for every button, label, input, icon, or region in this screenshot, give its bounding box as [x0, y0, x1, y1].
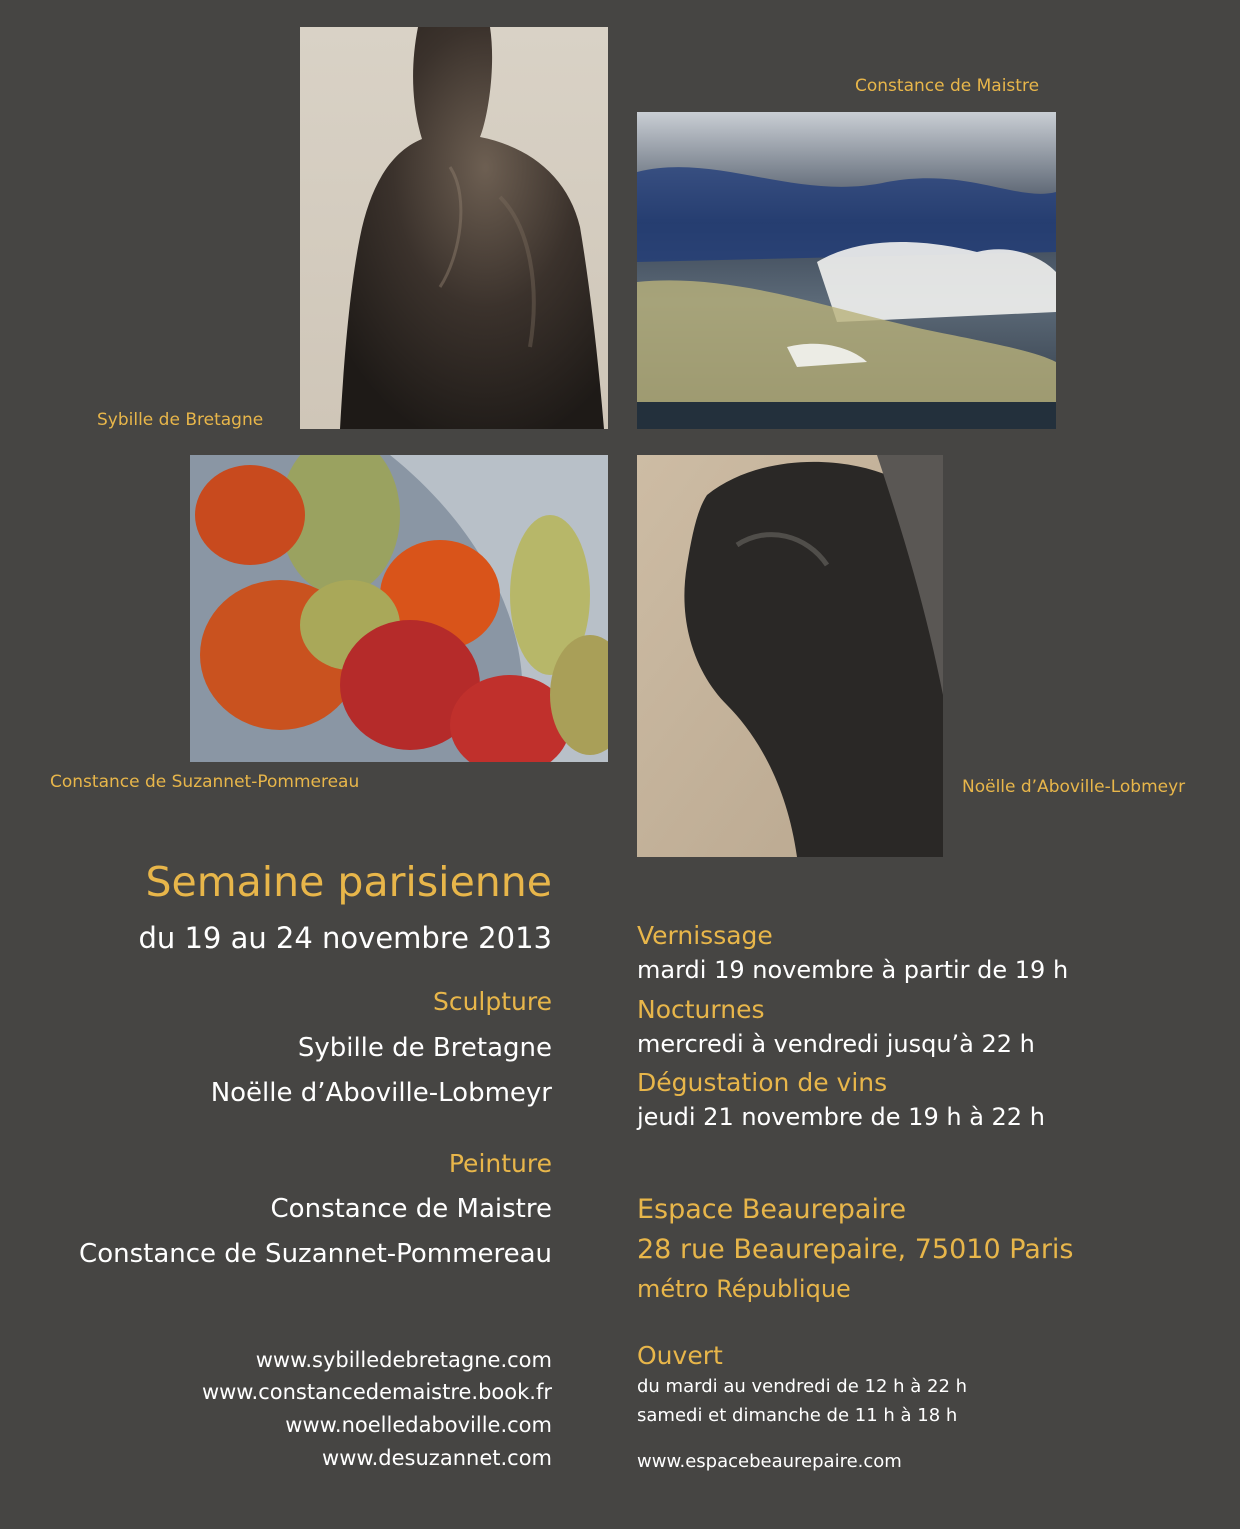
website-link-4[interactable]: www.desuzannet.com — [322, 1446, 552, 1470]
website-link-3[interactable]: www.noelledaboville.com — [285, 1413, 552, 1437]
caption-artwork-4: Noëlle d’Aboville-Lobmeyr — [962, 777, 1186, 797]
degustation-label: Dégustation de vins — [637, 1068, 888, 1097]
nocturnes-value: mercredi à vendredi jusqu’à 22 h — [637, 1030, 1035, 1058]
sculpture-artist-2: Noëlle d’Aboville-Lobmeyr — [210, 1078, 552, 1108]
artwork-fruit-still-life — [190, 455, 608, 762]
nocturnes-label: Nocturnes — [637, 995, 765, 1024]
peinture-artist-2: Constance de Suzannet-Pommereau — [79, 1239, 552, 1269]
peinture-label: Peinture — [448, 1149, 552, 1178]
opening-weekdays: du mardi au vendredi de 12 h à 22 h — [637, 1376, 968, 1397]
caption-artwork-1: Sybille de Bretagne — [97, 410, 264, 430]
event-title: Semaine parisienne — [145, 858, 552, 906]
degustation-value: jeudi 21 novembre de 19 h à 22 h — [637, 1103, 1045, 1131]
website-link-1[interactable]: www.sybilledebretagne.com — [255, 1348, 552, 1372]
opening-weekend: samedi et dimanche de 11 h à 18 h — [637, 1405, 958, 1426]
peinture-artist-1: Constance de Maistre — [270, 1194, 552, 1224]
opening-label: Ouvert — [637, 1341, 723, 1370]
venue-website-link[interactable]: www.espacebeaurepaire.com — [637, 1451, 902, 1472]
vernissage-label: Vernissage — [637, 921, 773, 950]
sculpture-artist-1: Sybille de Bretagne — [297, 1033, 552, 1063]
website-link-2[interactable]: www.constancedemaistre.book.fr — [201, 1380, 552, 1404]
artwork-sculpture-figure — [637, 455, 943, 857]
artwork-sculpture-torso — [300, 27, 608, 429]
venue-metro: métro République — [637, 1275, 851, 1303]
caption-artwork-2: Constance de Maistre — [855, 76, 1040, 96]
artwork-abstract-landscape — [637, 112, 1056, 429]
venue-address: 28 rue Beaurepaire, 75010 Paris — [637, 1234, 1074, 1265]
venue-name: Espace Beaurepaire — [637, 1194, 907, 1225]
sculpture-label: Sculpture — [432, 987, 552, 1016]
event-dates: du 19 au 24 novembre 2013 — [138, 921, 552, 955]
vernissage-value: mardi 19 novembre à partir de 19 h — [637, 956, 1069, 984]
caption-artwork-3: Constance de Suzannet-Pommereau — [50, 772, 360, 792]
